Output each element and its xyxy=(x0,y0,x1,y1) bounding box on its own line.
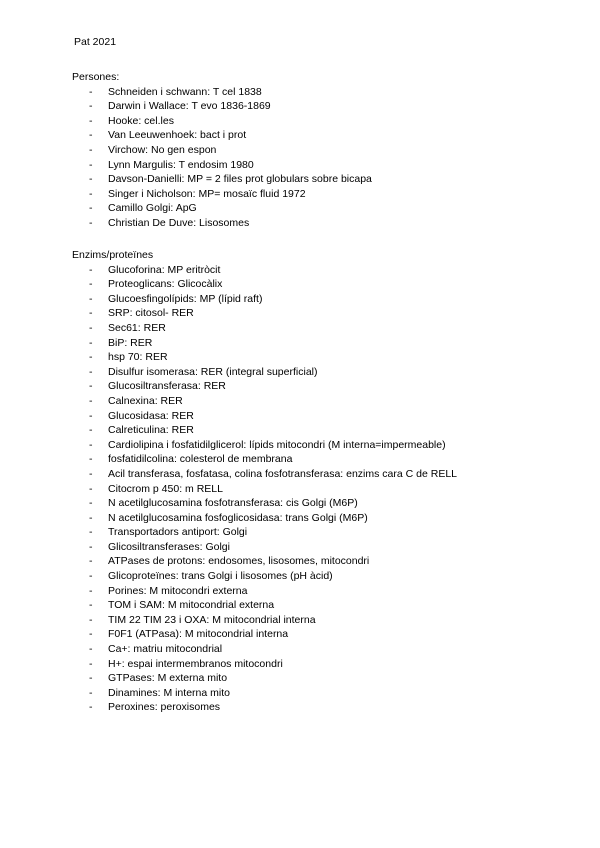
list-item xyxy=(72,306,194,321)
list-item-text: Calreticulina: RER xyxy=(108,424,194,437)
list-item xyxy=(72,172,372,187)
list-item-text: Glicoproteïnes: trans Golgi i lisosomes (pH àcid) xyxy=(108,570,333,583)
list-item-text: fosfatidilcolina: colesterol de membrana xyxy=(108,453,293,466)
list-item xyxy=(72,540,230,555)
list-item xyxy=(72,292,263,307)
list-item-text: Citocrom p 450: m RELL xyxy=(108,482,223,495)
list-item xyxy=(72,554,370,569)
list-item xyxy=(72,85,262,100)
bullet-dash: - xyxy=(89,158,93,171)
bullet-dash: - xyxy=(89,263,93,276)
bullet-dash: - xyxy=(89,187,93,200)
bullet-dash: - xyxy=(89,686,93,699)
list-item-text: Camillo Golgi: ApG xyxy=(108,202,197,215)
list-item xyxy=(72,671,228,686)
list-item xyxy=(72,700,221,715)
list-item-text: Glucoesfingolípids: MP (lípid raft) xyxy=(108,292,263,305)
list-item xyxy=(72,438,446,453)
list-item-text: Transportadors antiport: Golgi xyxy=(108,526,248,539)
list-item xyxy=(72,350,168,365)
list-item xyxy=(72,365,318,380)
bullet-dash: - xyxy=(89,672,93,685)
list-item xyxy=(72,467,457,482)
list-item-text: Cardiolipina i fosfatidilglicerol: lípids mitocondri (M interna=impermeable) xyxy=(108,438,446,451)
bullet-dash: - xyxy=(89,643,93,656)
bullet-dash: - xyxy=(89,511,93,524)
bullet-dash: - xyxy=(89,482,93,495)
list-item-text: Davson-Danielli: MP = 2 files prot globulars sobre bicapa xyxy=(108,173,372,186)
list-item-text: TOM i SAM: M mitocondrial externa xyxy=(108,599,275,612)
list-item xyxy=(72,496,358,511)
section-title-persones: Persones: xyxy=(72,71,120,83)
list-item-text: Sec61: RER xyxy=(108,321,166,334)
list-item-text: Acil transferasa, fosfatasa, colina fosfotransferasa: enzims cara C de RELL xyxy=(108,467,457,480)
list-item-text: Proteoglicans: Glicocàlix xyxy=(108,278,223,291)
list-item-text: Singer i Nicholson: MP= mosaïc fluid 1972 xyxy=(108,187,306,200)
list-item-text: N acetilglucosamina fosfotransferasa: cis Golgi (M6P) xyxy=(108,497,358,510)
list-item-text: TIM 22 TIM 23 i OXA: M mitocondrial interna xyxy=(108,613,316,626)
bullet-dash: - xyxy=(89,628,93,641)
bullet-dash: - xyxy=(89,584,93,597)
list-item-text: Glicosiltransferases: Golgi xyxy=(108,540,230,553)
list-item xyxy=(72,686,230,701)
list-item-text: hsp 70: RER xyxy=(108,351,168,364)
list-item xyxy=(72,482,223,497)
list-item-text: Calnexina: RER xyxy=(108,394,183,407)
list-item xyxy=(72,525,248,540)
bullet-dash: - xyxy=(89,114,93,127)
list-item xyxy=(72,627,289,642)
section-persones xyxy=(72,70,372,231)
bullet-dash: - xyxy=(89,424,93,437)
bullet-dash: - xyxy=(89,570,93,583)
bullet-dash: - xyxy=(89,143,93,156)
list-item xyxy=(72,423,194,438)
bullet-dash: - xyxy=(89,336,93,349)
list-item xyxy=(72,511,368,526)
list-item-text: Hooke: cel.les xyxy=(108,114,174,127)
section-enzims xyxy=(72,248,457,715)
list-item xyxy=(72,277,223,292)
list-item xyxy=(72,642,223,657)
bullet-dash: - xyxy=(89,540,93,553)
list-item xyxy=(72,158,254,173)
list-item xyxy=(72,336,153,351)
bullet-dash: - xyxy=(89,438,93,451)
list-item xyxy=(72,452,293,467)
list-item-text: Glucosiltransferasa: RER xyxy=(108,380,226,393)
list-item xyxy=(72,598,275,613)
bullet-dash: - xyxy=(89,85,93,98)
list-item-text: Peroxines: peroxisomes xyxy=(108,701,221,714)
list-item-text: Christian De Duve: Lisosomes xyxy=(108,216,250,229)
list-item xyxy=(72,114,174,129)
bullet-dash: - xyxy=(89,292,93,305)
list-item-text: Van Leeuwenhoek: bact i prot xyxy=(108,129,247,142)
bullet-dash: - xyxy=(89,526,93,539)
page-title: Pat 2021 xyxy=(74,36,117,48)
enzims-list xyxy=(72,263,457,715)
list-item xyxy=(72,143,217,158)
list-item-text: Glucosidasa: RER xyxy=(108,409,194,422)
bullet-dash: - xyxy=(89,467,93,480)
bullet-dash: - xyxy=(89,380,93,393)
bullet-dash: - xyxy=(89,409,93,422)
bullet-dash: - xyxy=(89,453,93,466)
list-item xyxy=(72,263,221,278)
list-item xyxy=(72,321,166,336)
list-item-text: Dinamines: M interna mito xyxy=(108,686,230,699)
list-item-text: ATPases de protons: endosomes, lisosomes, mitocondri xyxy=(108,555,370,568)
list-item-text: SRP: citosol- RER xyxy=(108,307,194,320)
list-item-text: Porines: M mitocondri externa xyxy=(108,584,248,597)
bullet-dash: - xyxy=(89,216,93,229)
bullet-dash: - xyxy=(89,555,93,568)
list-item-text: BiP: RER xyxy=(108,336,153,349)
list-item xyxy=(72,569,333,584)
list-item-text: H+: espai intermembranos mitocondri xyxy=(108,657,283,670)
section-title-enzims: Enzims/proteïnes xyxy=(72,249,154,261)
list-item-text: Lynn Margulis: T endosim 1980 xyxy=(108,158,254,171)
list-item xyxy=(72,394,183,409)
persones-list xyxy=(72,85,372,231)
bullet-dash: - xyxy=(89,100,93,113)
list-item xyxy=(72,187,306,202)
bullet-dash: - xyxy=(89,613,93,626)
bullet-dash: - xyxy=(89,701,93,714)
list-item-text: N acetilglucosamina fosfoglicosidasa: trans Golgi (M6P) xyxy=(108,511,368,524)
list-item xyxy=(72,128,247,143)
bullet-dash: - xyxy=(89,321,93,334)
bullet-dash: - xyxy=(89,173,93,186)
bullet-dash: - xyxy=(89,351,93,364)
bullet-dash: - xyxy=(89,599,93,612)
bullet-dash: - xyxy=(89,202,93,215)
bullet-dash: - xyxy=(89,394,93,407)
bullet-dash: - xyxy=(89,657,93,670)
bullet-dash: - xyxy=(89,278,93,291)
list-item xyxy=(72,657,283,672)
list-item xyxy=(72,584,248,599)
list-item xyxy=(72,613,316,628)
bullet-dash: - xyxy=(89,497,93,510)
bullet-dash: - xyxy=(89,307,93,320)
list-item xyxy=(72,409,194,424)
bullet-dash: - xyxy=(89,129,93,142)
list-item-text: Ca+: matriu mitocondrial xyxy=(108,643,223,656)
list-item-text: GTPases: M externa mito xyxy=(108,672,228,685)
list-item-text: Darwin i Wallace: T evo 1836-1869 xyxy=(108,100,271,113)
bullet-dash: - xyxy=(89,365,93,378)
list-item xyxy=(72,99,271,114)
list-item xyxy=(72,379,226,394)
list-item xyxy=(72,216,250,231)
list-item-text: Virchow: No gen espon xyxy=(108,143,217,156)
list-item-text: Glucoforina: MP eritròcit xyxy=(108,263,221,276)
list-item-text: Schneiden i schwann: T cel 1838 xyxy=(108,85,262,98)
list-item xyxy=(72,201,197,216)
list-item-text: Disulfur isomerasa: RER (integral superficial) xyxy=(108,365,318,378)
list-item-text: F0F1 (ATPasa): M mitocondrial interna xyxy=(108,628,289,641)
